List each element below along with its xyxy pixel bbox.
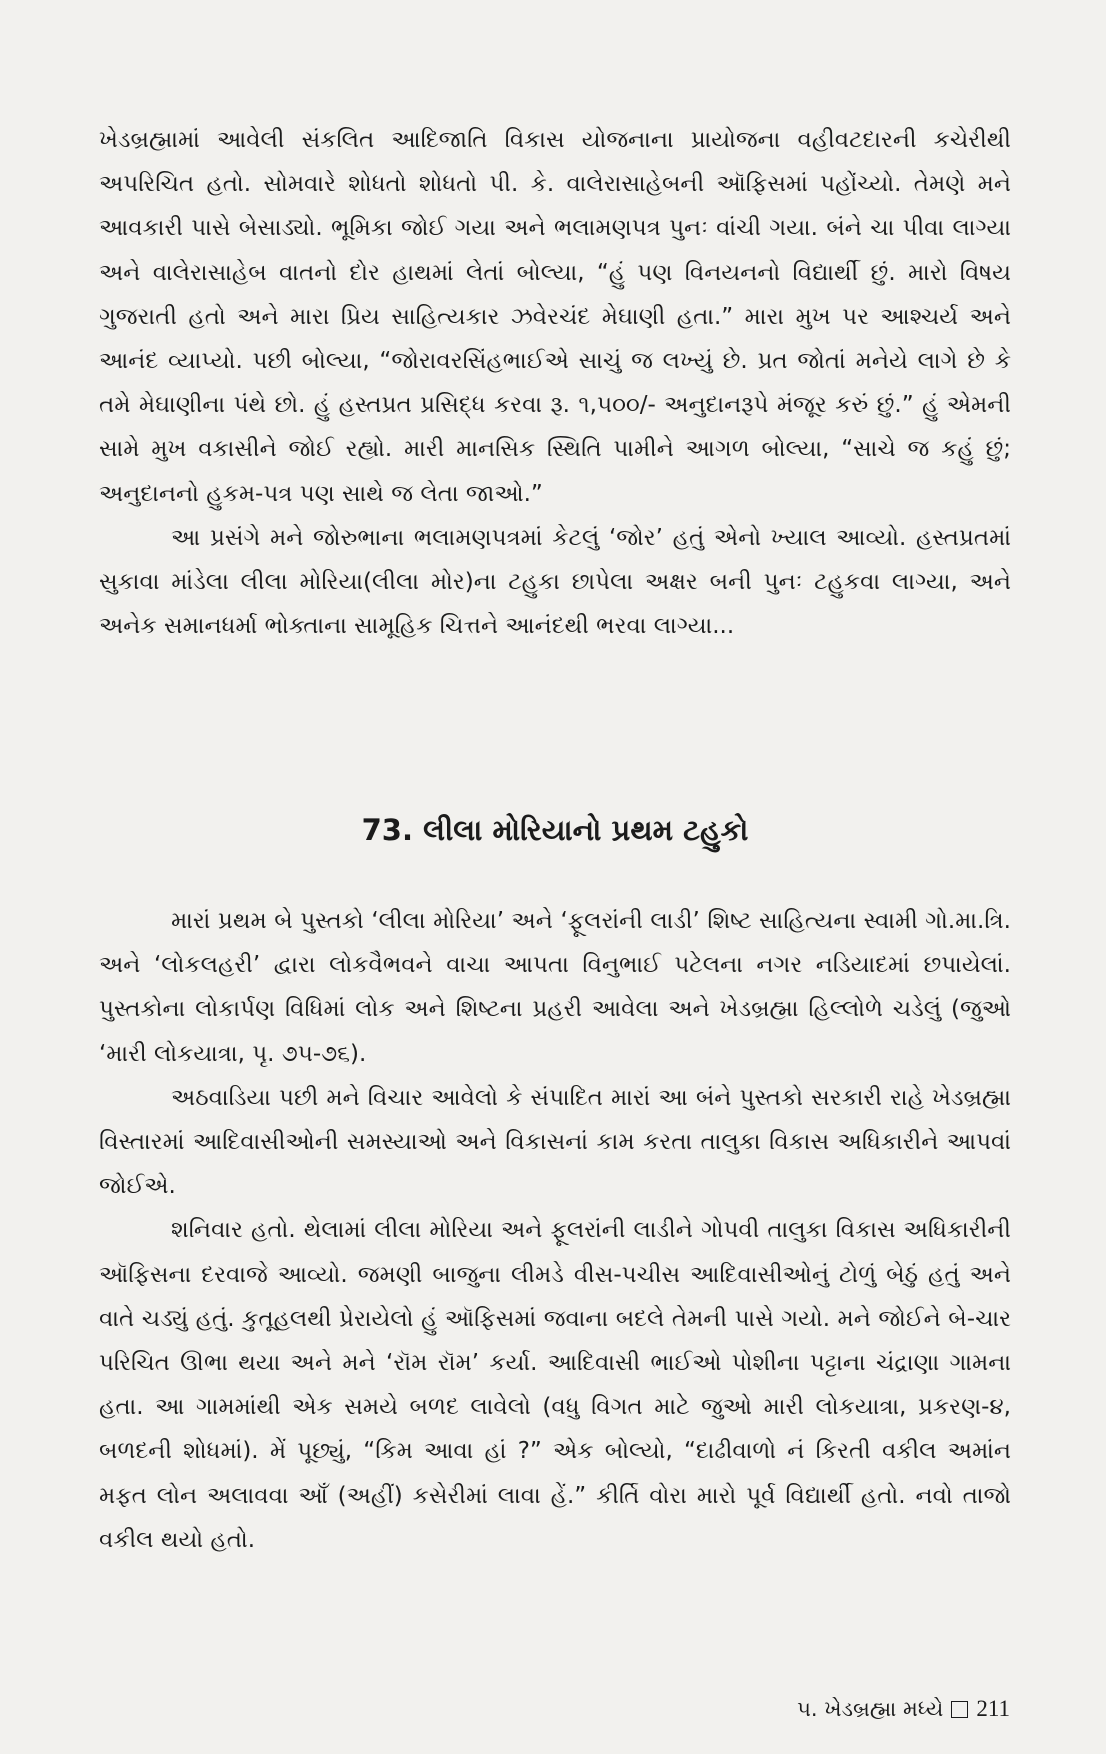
paragraph: અઠવાડિયા પછી મને વિચાર આવેલો કે સંપાદિત મારાં આ બંને પુસ્તકો સરકારી રાહે ખેડબ્રહ્મા વિસ્તારમાં આદિવાસીઓની સમસ્યાઓ અને વિકાસનાં કામ કરતા તાલુકા વિકાસ અધિકારીને આપવાં જોઈએ. xyxy=(99,1084,1011,1200)
paragraph: શનિવાર હતો. થેલામાં લીલા મોરિયા અને ફૂલરાંની લાડીને ગોપવી તાલુકા વિકાસ અધિકારીની ઑફિસના દરવાજે આવ્યો. જમણી બાજુના લીમડે વીસ-પચીસ આદિવાસીઓનું ટોળું બેઠું હતું અને વાતે ચડ્યું હતું. કુતૂહલથી પ્રેરાયેલો હું ઑફિસમાં જવાના બદલે તેમની પાસે ગયો. મને જોઈને બે-ચાર પરિચિત ઊભા થયા અને મને ‘રૉમ રૉમ’ કર્યા. આદિવાસી ભાઈઓ પોશીના પટ્ટાના ચંદ્રાણા ગામના હતા. આ ગામમાંથી એક સમયે બળદ લાવેલો (વધુ વિગત માટે જુઓ મારી લોકયાત્રા, પ્રકરણ-૪, બળદની શોધમાં). મેં પૂછ્યું, “કિમ આવા હાં ?” એક બોલ્યો, “દાઢીવાળો નં કિરતી વકીલ અમાંન મફત લોન અલાવવા આઁ (અહીં) કસેરીમાં લાવા હેં.” કીર્તિ વોરા મારો પૂર્વ વિદ્યાર્થી હતો. નવો તાજો વકીલ થયો હતો. xyxy=(99,1217,1011,1553)
running-title: ૫. ખેડબ્રહ્મા મધ્યે xyxy=(797,1696,944,1721)
paragraph: મારાં પ્રથમ બે પુસ્તકો ‘લીલા મોરિયા’ અને ‘ફૂલરાંની લાડી’ શિષ્ટ સાહિત્યના સ્વામી ગો.મા.ત્રિ. અને ‘લોકલહરી’ દ્વારા લોકવૈભવને વાચા આપતા વિનુભાઈ પટેલના નગર નડિયાદમાં છપાયેલાં. પુસ્તકોના લોકાર્પણ વિધિમાં લોક અને શિષ્ટના પ્રહરી આવેલા અને ખેડબ્રહ્મા હિલ્લોળે ચડેલું (જુઓ ‘મારી લોકયાત્રા, પૃ. ૭૫-૭૬). xyxy=(99,908,1011,1067)
paragraph: આ પ્રસંગે મને જોરુભાના ભલામણપત્રમાં કેટલું ‘જોર’ હતું એનો ખ્યાલ આવ્યો. હસ્તપ્રતમાં સુકાવા માંડેલા લીલા મોરિયા(લીલા મોર)ના ટહુકા છાપેલા અક્ષર બની પુનઃ ટહુકવા લાગ્યા, અને અનેક સમાનધર્મા ભોક્તાના સામૂહિક ચિત્તને આનંદથી ભરવા લાગ્યા... xyxy=(99,524,1011,640)
square-box-icon xyxy=(951,1701,968,1718)
paragraph: ખેડબ્રહ્મામાં આવેલી સંકલિત આદિજાતિ વિકાસ યોજનાના પ્રાયોજના વહીવટદારની કચેરીથી અપરિચિત હતો. સોમવારે શોધતો શોધતો પી. કે. વાલેરાસાહેબની ઑફિસમાં પહોંચ્યો. તેમણે મને આવકારી પાસે બેસાડ્યો. ભૂમિકા જોઈ ગયા અને ભલામણપત્ર પુનઃ વાંચી ગયા. બંને ચા પીવા લાગ્યા અને વાલેરાસાહેબ વાતનો દોર હાથમાં લેતાં બોલ્યા, “હું પણ વિનયનનો વિદ્યાર્થી છું. મારો વિષય ગુજરાતી હતો અને મારા પ્રિય સાહિત્યકાર ઝવેરચંદ મેઘાણી હતા.” મારા મુખ પર આશ્ચર્ય અને આનંદ વ્યાપ્યો. પછી બોલ્યા, “જોરાવરસિંહભાઈએ સાચું જ લખ્યું છે. પ્રત જોતાં મનેયે લાગે છે કે તમે મેઘાણીના પંથે છો. હું હસ્તપ્રત પ્રસિદ્ધ કરવા રૂ. ૧,૫૦૦/- અનુદાનરૂપે મંજૂર કરું છું.” હું એમની સામે મુખ વકાસીને જોઈ રહ્યો. મારી માનસિક સ્થિતિ પામીને આગળ બોલ્યા, “સાચે જ કહું છું; અનુદાનનો હુકમ-પત્ર પણ સાથે જ લેતા જાઓ.” xyxy=(99,127,1011,507)
body-text-bottom xyxy=(99,899,1011,1562)
page-footer xyxy=(797,1696,1010,1722)
body-text-top xyxy=(99,118,1011,648)
section-heading: 73. લીલા મોરિયાનો પ્રથમ ટહુકો xyxy=(361,813,749,847)
page-number: 211 xyxy=(976,1696,1010,1721)
